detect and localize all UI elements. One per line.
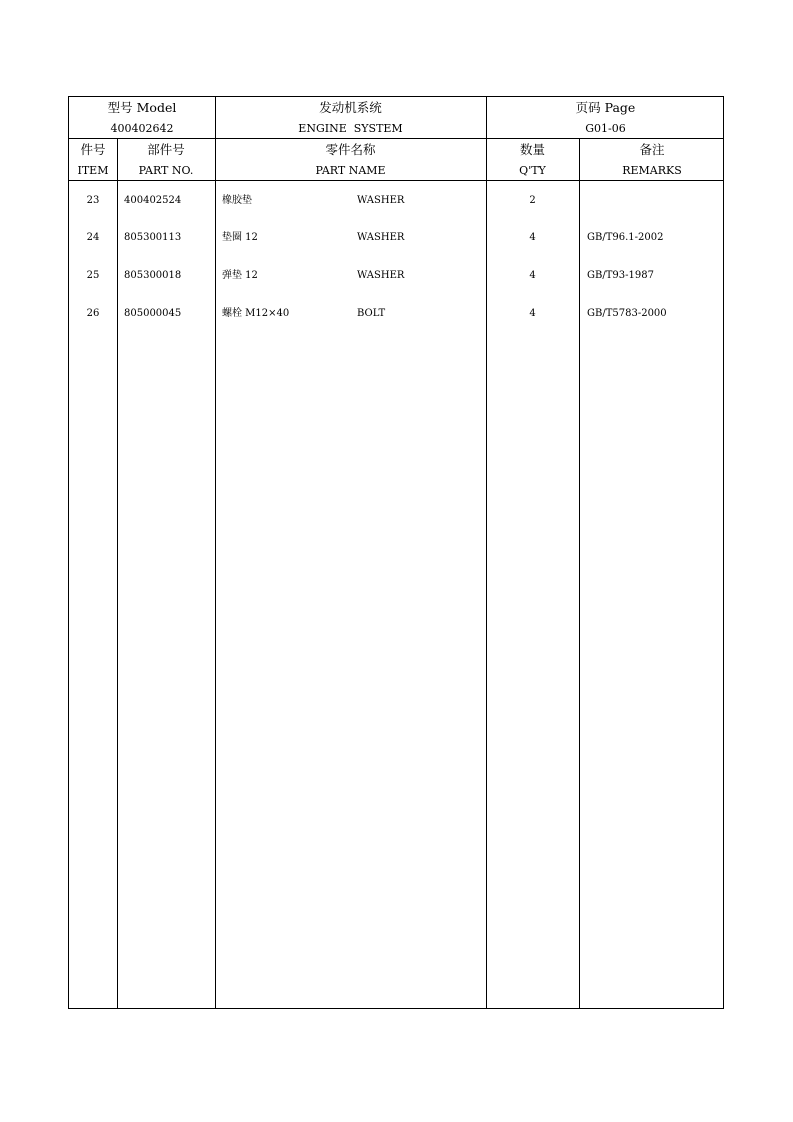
row-name-cn: 橡胶垫: [222, 195, 252, 206]
col-item-cn: 件号: [80, 142, 106, 157]
col-name-cn: 零件名称: [325, 142, 376, 157]
row-name-en: WASHER: [357, 195, 405, 206]
model-label: 型号 Model: [107, 100, 177, 115]
col-part-en: PART NO.: [138, 164, 194, 177]
row-part-no: 805300018: [124, 270, 182, 281]
row-item: 23: [86, 195, 100, 206]
table-row: [69, 307, 723, 321]
row-remarks: GB/T96.1-2002: [587, 232, 664, 243]
row-qty: 4: [529, 232, 536, 243]
page-label: 页码 Page: [575, 100, 636, 115]
model-value: 400402642: [110, 122, 174, 135]
row-item: 25: [86, 270, 100, 281]
row-name-cn: 弹垫 12: [222, 270, 258, 281]
row-part-no: 805300113: [124, 232, 182, 243]
row-qty: 4: [529, 270, 536, 281]
column-header-divider: [69, 180, 723, 181]
table-row: [69, 269, 723, 283]
col-qty-cn: 数量: [519, 142, 545, 157]
row-name-cn: 螺栓 M12×40: [222, 308, 290, 319]
parts-list-sheet: [68, 96, 724, 1009]
col-item-en: ITEM: [77, 164, 109, 177]
col-part-cn: 部件号: [147, 142, 185, 157]
row-name-en: BOLT: [357, 308, 386, 319]
col-name-en: PART NAME: [315, 164, 386, 177]
row-remarks: GB/T93-1987: [587, 270, 654, 281]
col-remarks-en: REMARKS: [622, 164, 682, 177]
row-remarks: GB/T5783-2000: [587, 308, 667, 319]
table-row: [69, 231, 723, 245]
row-item: 24: [86, 232, 100, 243]
header-divider: [69, 138, 723, 139]
row-part-no: 400402524: [124, 195, 182, 206]
table-row: [69, 194, 723, 208]
system-title-cn: 发动机系统: [319, 100, 382, 115]
row-part-no: 805000045: [124, 308, 182, 319]
col-qty-en: Q'TY: [519, 164, 546, 177]
system-title-en: ENGINE SYSTEM: [298, 122, 403, 135]
row-item: 26: [86, 308, 100, 319]
row-name-en: WASHER: [357, 232, 405, 243]
page-value: G01-06: [585, 122, 626, 135]
row-name-en: WASHER: [357, 270, 405, 281]
col-remarks-cn: 备注: [639, 142, 665, 157]
row-qty: 4: [529, 308, 536, 319]
row-qty: 2: [529, 195, 536, 206]
row-name-cn: 垫圈 12: [222, 232, 258, 243]
